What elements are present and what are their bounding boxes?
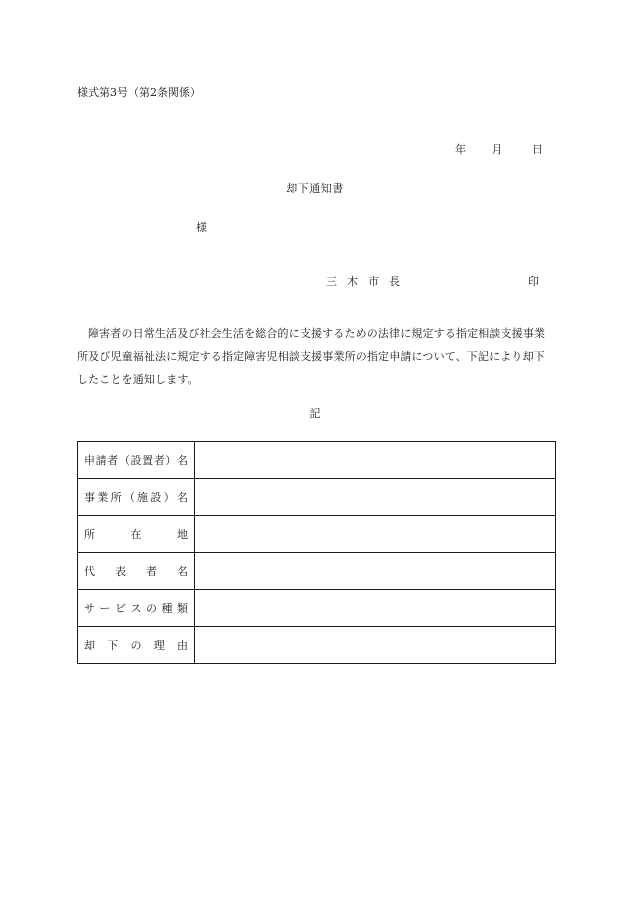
label-char: 設 [130,454,142,467]
row-label-applicant [78,442,195,479]
table-row [78,627,556,664]
row-value-rejection-reason [195,627,556,664]
label-char: 地 [177,528,188,541]
label-char: 理 [153,639,165,652]
label-char: の [146,602,157,615]
date-year-label: 年 [455,143,466,156]
label-char: の [130,639,142,652]
label-char: 在 [130,528,142,541]
label-char: 設 [150,491,162,504]
date-month-label: 月 [491,143,503,156]
label-chars [84,526,188,542]
body-line-3: より却下したことを通知します。 [77,350,545,386]
label-char: 由 [177,639,188,652]
label-char: （ [123,491,135,504]
label-char: 名 [177,565,188,578]
body-line-2: 事業所及び児童福祉法に規定する指定障害児相談支援事業所の指定申請について、下記に [77,327,546,363]
issuer-name: 三木市長 [326,275,410,288]
row-value-service-type [195,590,556,627]
label-char: 申 [84,454,95,467]
row-label-location [78,516,195,553]
date-day-label: 日 [532,143,543,156]
label-char: ー [99,602,111,615]
table-row [78,516,556,553]
label-char: 請 [95,454,107,467]
label-char: 名 [177,454,188,467]
label-char: 代 [84,565,95,578]
label-chars [84,489,188,505]
detail-table [77,441,556,664]
row-label-representative [78,553,195,590]
label-char: 置 [142,454,154,467]
label-char: 却 [84,639,95,652]
label-char: 者 [146,565,157,578]
date-line [455,141,543,157]
form-number: 様式第3号（第2条関係） [77,86,201,99]
label-char: 種 [161,602,173,615]
label-char: ビ [115,602,126,615]
label-char: （ [118,454,130,467]
label-char: 類 [177,602,188,615]
document-title: 却下通知書 [286,182,344,195]
label-char: 下 [107,639,119,652]
label-chars [84,452,188,468]
label-char: 所 [110,491,122,504]
addressee-suffix: 様 [196,221,207,234]
label-char: ） [165,454,177,467]
row-value-representative [195,553,556,590]
table-row [78,442,556,479]
label-char: サ [84,602,95,615]
table-row [78,553,556,590]
label-char: ） [163,491,175,504]
row-value-office [195,479,556,516]
row-label-rejection-reason [78,627,195,664]
row-label-office [78,479,195,516]
label-char: 者 [153,454,165,467]
label-char: 施 [137,491,149,504]
table-row [78,590,556,627]
label-char: 表 [115,565,126,578]
label-chars [84,600,188,616]
label-char: 者 [107,454,119,467]
label-char: 業 [97,491,109,504]
label-char: 所 [84,528,95,541]
notification-body [77,322,553,391]
ki-heading: 記 [309,407,321,420]
row-label-service-type [78,590,195,627]
label-char: 名 [176,491,188,504]
body-line-1: 障害者の日常生活及び社会生活を総合的に支援するための法律に規定する指定相談支援 [88,327,523,340]
label-char: 事 [84,491,95,504]
label-char: ス [130,602,142,615]
table-row [78,479,556,516]
row-value-applicant [195,442,556,479]
row-value-location [195,516,556,553]
label-chars [84,563,188,579]
label-chars [84,637,188,653]
seal-label: 印 [528,275,539,288]
